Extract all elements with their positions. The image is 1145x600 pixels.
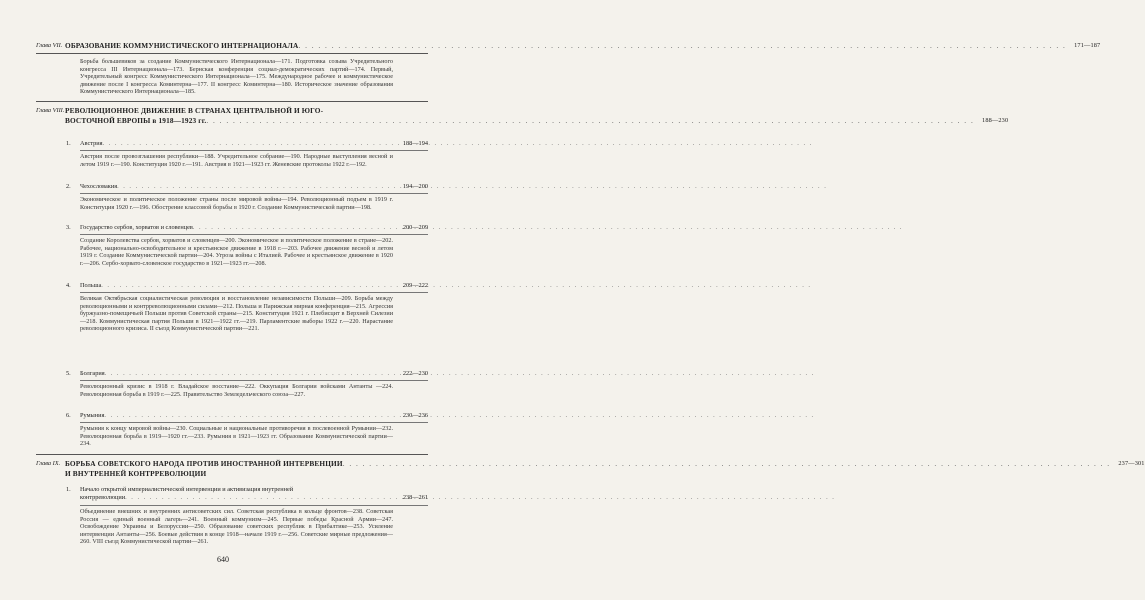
section-shs-summary: Создание Королевства сербов, хорватов и словенцев—200. Экономическое и политическое положение в стране—202. Рабочее, национально-освободительное и крестьянское движение в 1918 г.—203. Рабочее движение весной и летом 1919 г. Создание Коммунистической партии—204. Угроза войны с Италией. Рабочее и крестьянское движение в 1920 г.—206. Сербо-хорвато-словенское государство в 1921—1923 гг.—208. (80, 237, 393, 267)
chapter-7-title: ОБРАЗОВАНИЕ КОММУНИСТИЧЕСКОГО ИНТЕРНАЦИОНАЛА (65, 41, 299, 50)
section-poland-summary: Великая Октябрьская социалистическая революция и восстановление независимости Польши—209. Борьба между революционными и контрреволюционными силами—212. Польша и Парижская мирная конференция—215. Агрессия буржуазно-помещичьей Польши против Советской страны—215. Конституция 1921 г. Плебисцит в Верхней Силезии—218. Коммунистическая партия Польши в 1921—1922 гг.—219. Парламентские выборы 1922 г.—220. Нарастание революционного кризиса. II съезд Коммунистической партии—221. (80, 295, 393, 332)
section-number: 6. (66, 412, 71, 419)
section-rule (80, 292, 428, 293)
chapter-9-heading (36, 459, 1145, 479)
section-title: Государство сербов, хорватов и словенцев (80, 224, 193, 231)
chapter-7-summary: Борьба большевиков за создание Коммунистического Интернационала—171. Подготовка созыва Учредительного конгресса III Интернационала—173. Бернская конференция социал-демократических партий—174. Первый, Учредительный конгресс Коммунистического Интернационала—175. Международное рабочее и коммунистическое движение после I конгресса Коминтерна—177. II конгресс Коминтерна—180. Историческое значение образования Коммунистического Интернационала—185. (80, 58, 393, 95)
section-rule (80, 234, 428, 235)
section-bulgaria (66, 370, 428, 377)
chapter-7-pages: 171—187 (1074, 42, 1101, 49)
section-czechoslovakia (66, 183, 428, 190)
section-austria-summary: Австрия после провозглашения республики—188. Учредительное собрание—190. Народные выступления весной и летом 1919 г.—190. Конституция 1920 г.—191. Австрия в 1921—1923 гг. Женевские протоколы 1922 г.—192. (80, 153, 393, 168)
section-romania (66, 412, 428, 419)
section-pages: 209—222 (402, 282, 428, 289)
chapter-8-label: Глава VIII. (36, 107, 65, 114)
section-rule (80, 505, 428, 506)
section-pages: 238—261 (402, 494, 428, 501)
section-pages: 200—209 (402, 224, 428, 231)
chapter-8-title-line-1: РЕВОЛЮЦИОННОЕ ДВИЖЕНИЕ В СТРАНАХ ЦЕНТРАЛЬНОЙ И ЮГО- (65, 106, 324, 115)
section-pages: 230—236 (402, 412, 428, 419)
section-rule (80, 150, 428, 151)
section-number: 5. (66, 370, 71, 377)
section-open-intervention (66, 486, 428, 501)
section-romania-summary: Румыния к концу мировой войны—230. Социальные и национальные противоречия в послевоенной Румынии—232. Революционная борьба в 1919—1920 гг.—233. Румыния в 1921—1923 гг. Образование Коммунистической партии—234. (80, 425, 393, 447)
chapter-9-top-rule (36, 454, 428, 455)
section-shs-state (66, 224, 428, 231)
leader-dots (298, 41, 1066, 51)
section-title: Австрия (80, 140, 103, 147)
section-title: Начало открытой империалистической интервенции и активизация внутренней (80, 486, 294, 493)
chapter-8-top-rule (36, 101, 428, 102)
section-title: Болгария (80, 370, 105, 377)
section-pages: 188—194 (402, 140, 428, 147)
chapter-9-label: Глава IX. (36, 460, 61, 467)
section-austria (66, 140, 428, 147)
chapter-7-rule (36, 53, 428, 54)
section-title: Польша (80, 282, 102, 289)
chapter-9-title-line-1: БОРЬБА СОВЕТСКОГО НАРОДА ПРОТИВ ИНОСТРАННОЙ ИНТЕРВЕНЦИИ (65, 459, 343, 468)
section-title: Румыния (80, 412, 105, 419)
section-open-intervention-summary: Объединение внешних и внутренних антисоветских сил. Советская республика в кольце фронтов—238. Советская Россия — единый военный лагерь—241. Военный коммунизм—245. Первые победы Красной Армии—247. Освобождение Украины и Белоруссии—250. Образование советских республик в Прибалтике—253. Усиление интервенции Антанты—256. Боевые действия в конце 1918—начале 1919 г.—256. Советские мирные предложения—260. VIII съезд Коммунистической партии—261. (80, 508, 393, 545)
leader-dots (101, 282, 394, 289)
leader-dots (104, 412, 394, 419)
section-title: Чехословакия (80, 183, 118, 190)
leader-dots (343, 459, 1111, 469)
section-poland (66, 282, 428, 289)
chapter-9-title-line-2: И ВНУТРЕННЕЙ КОНТРРЕВОЛЮЦИИ (65, 469, 207, 478)
section-number: 4. (66, 282, 71, 289)
leader-dots (125, 494, 394, 501)
section-number: 3. (66, 224, 71, 231)
section-title-line-2: контрреволюции (80, 494, 126, 501)
leader-dots (193, 224, 394, 231)
section-czechoslovakia-summary: Экономическое и политическое положение страны после мировой войны—194. Революционный подъем в 1919 г. Конституция 1920 г.—196. Обострение классовой борьбы в 1920 г. Создание Коммунистической партии—198. (80, 196, 393, 211)
section-bulgaria-summary: Революционный кризис в 1918 г. Владайское восстание—222. Оккупация Болгарии войсками Антанты —224. Революционная борьба в 1919 г.—225. Правительство Земледельческого союза—227. (80, 383, 393, 398)
leader-dots (103, 140, 394, 147)
chapter-8-pages: 188—230 (982, 117, 1009, 124)
chapter-7-label: Глава VII. (36, 42, 63, 49)
section-rule (80, 193, 428, 194)
leader-dots (206, 116, 974, 126)
section-number: 1. (66, 486, 71, 493)
leader-dots (105, 370, 394, 377)
chapter-8-heading (36, 106, 1009, 126)
section-number: 2. (66, 183, 71, 190)
section-pages: 222—230 (402, 370, 428, 377)
chapter-8-title-line-2: ВОСТОЧНОЙ ЕВРОПЫ в 1918—1923 гг. (65, 116, 207, 125)
page-number: 640 (217, 555, 229, 564)
section-rule (80, 380, 428, 381)
section-number: 1. (66, 140, 71, 147)
chapter-9-pages: 237—301 (1118, 460, 1145, 467)
section-rule (80, 422, 428, 423)
section-pages: 194—200 (402, 183, 428, 190)
leader-dots (117, 183, 394, 190)
chapter-7-heading (36, 41, 1101, 51)
